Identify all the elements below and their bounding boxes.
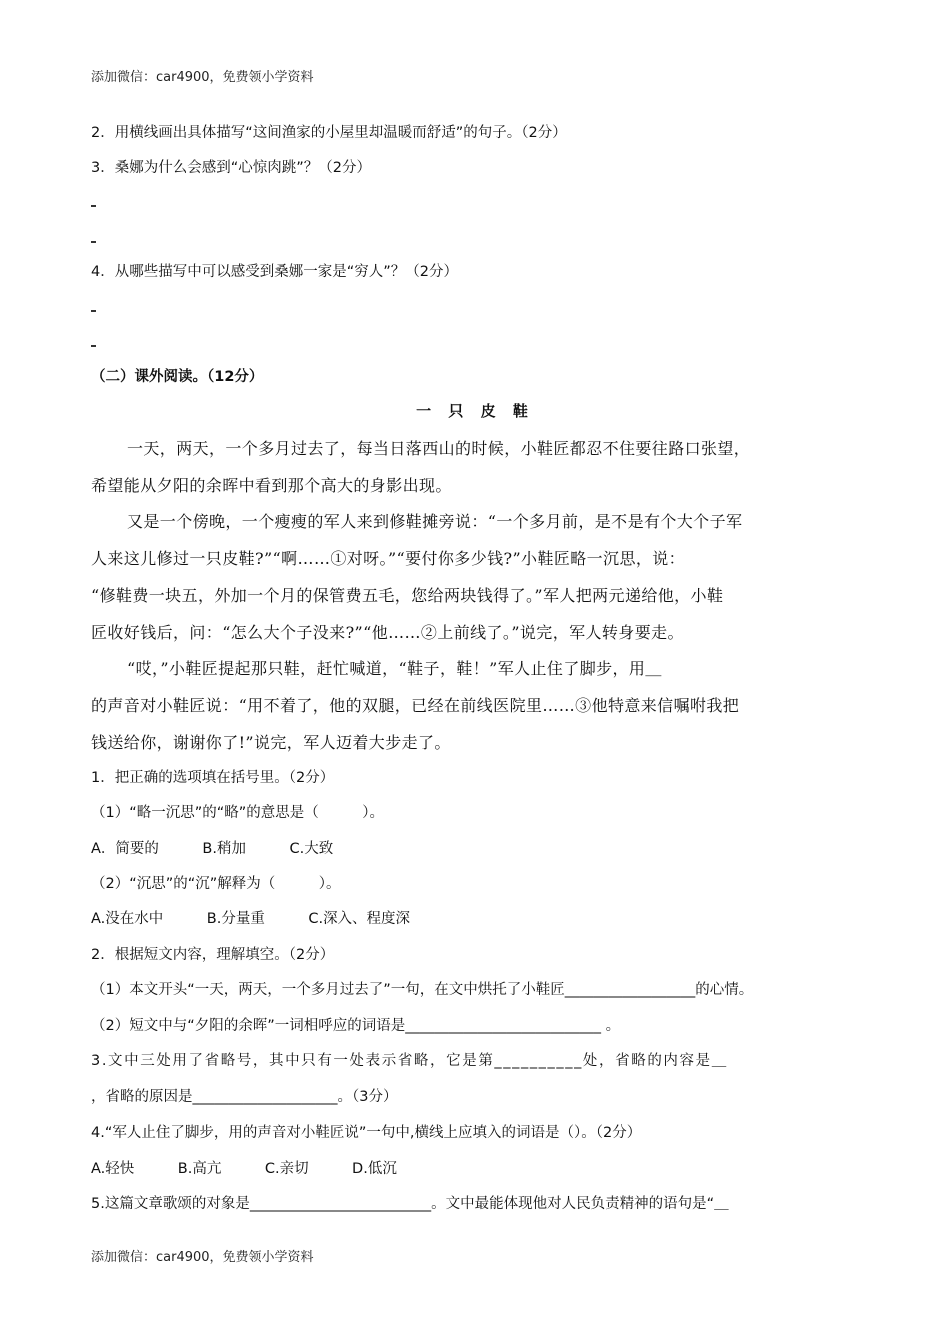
section-heading: （二）课外阅读。（12分）	[91, 369, 264, 385]
question-line: 1．把正确的选项填在括号里。（2分）	[91, 770, 335, 786]
passage-line: 匠收好钱后，问：“怎么大个子没来?”“他……②上前线了。”说完，军人转身要走。	[91, 623, 684, 642]
question-3: 3．桑娜为什么会感到“心惊肉跳”？（2分）	[91, 160, 371, 176]
passage-line: “哎，”小鞋匠提起那只鞋，赶忙喊道，“鞋子，鞋！”军人止住了脚步，用＿	[127, 659, 662, 678]
passage-line: “修鞋费一块五，外加一个月的保管费五毛，您给两块钱得了。”军人把两元递给他，小鞋	[91, 586, 724, 605]
question-4: 4．从哪些描写中可以感受到桑娜一家是“穷人”？（2分）	[91, 264, 458, 280]
page-header: 添加微信：car4900，免费领小学资料	[91, 70, 314, 85]
passage-line: 一天，两天，一个多月过去了，每当日落西山的时候，小鞋匠都忍不住要往路口张望，	[127, 439, 751, 458]
passage-line: 的声音对小鞋匠说：“用不着了，他的双腿，已经在前线医院里……③他特意来信嘱咐我把	[91, 696, 740, 715]
question-line: 3.文中三处用了省略号，其中只有一处表示省略，它是第__________处，省略的内容是＿	[91, 1053, 728, 1069]
answer-line-marker	[91, 241, 96, 243]
page-footer: 添加微信：car4900，免费领小学资料	[91, 1250, 314, 1265]
question-2: 2．用横线画出具体描写“这间渔家的小屋里却温暖而舒适”的句子。（2分）	[91, 125, 567, 141]
answer-line-marker	[91, 205, 96, 207]
passage-line: 人来这儿修过一只皮鞋?”“啊……①对呀。”“要付你多少钱?”小鞋匠略一沉思，说：	[91, 549, 686, 568]
passage-title: 一 只 皮 鞋	[416, 402, 534, 420]
passage-line: 又是一个傍晚，一个瘦瘦的军人来到修鞋摊旁说：“一个多月前，是不是有个大个子军	[127, 512, 743, 531]
question-line: （1）本文开头“一天，两天，一个多月过去了”一句，在文中烘托了小鞋匠__________________的心情。	[91, 982, 754, 998]
option-line: A．简要的 B.稍加 C.大致	[91, 841, 334, 857]
passage-line: 钱送给你，谢谢你了!”说完，军人迈着大步走了。	[91, 733, 451, 752]
option-line: A.没在水中 B.分量重 C.深入、程度深	[91, 911, 411, 927]
question-line: （2）“沉思”的“沉”解释为（ ）。	[91, 876, 341, 892]
answer-line-marker	[91, 310, 96, 312]
question-line: （2）短文中与“夕阳的余晖”一词相呼应的词语是___________________________ 。	[91, 1018, 621, 1034]
option-line: A.轻快 B.高亢 C.亲切 D.低沉	[91, 1161, 397, 1177]
question-line: 4.“军人止住了脚步，用的声音对小鞋匠说”一句中,横线上应填入的词语是（）。（2分）	[91, 1125, 642, 1141]
passage-line: 希望能从夕阳的余晖中看到那个高大的身影出现。	[91, 476, 452, 495]
answer-line-marker	[91, 345, 96, 347]
question-line: 2．根据短文内容，理解填空。（2分）	[91, 947, 335, 963]
question-line: （1）“略一沉思”的“略”的意思是（ ）。	[91, 805, 385, 821]
question-line: 5.这篇文章歌颂的对象是_________________________。文中最能体现他对人民负责精神的语句是“＿	[91, 1196, 729, 1212]
question-line: ，省略的原因是____________________。（3分）	[91, 1089, 398, 1105]
